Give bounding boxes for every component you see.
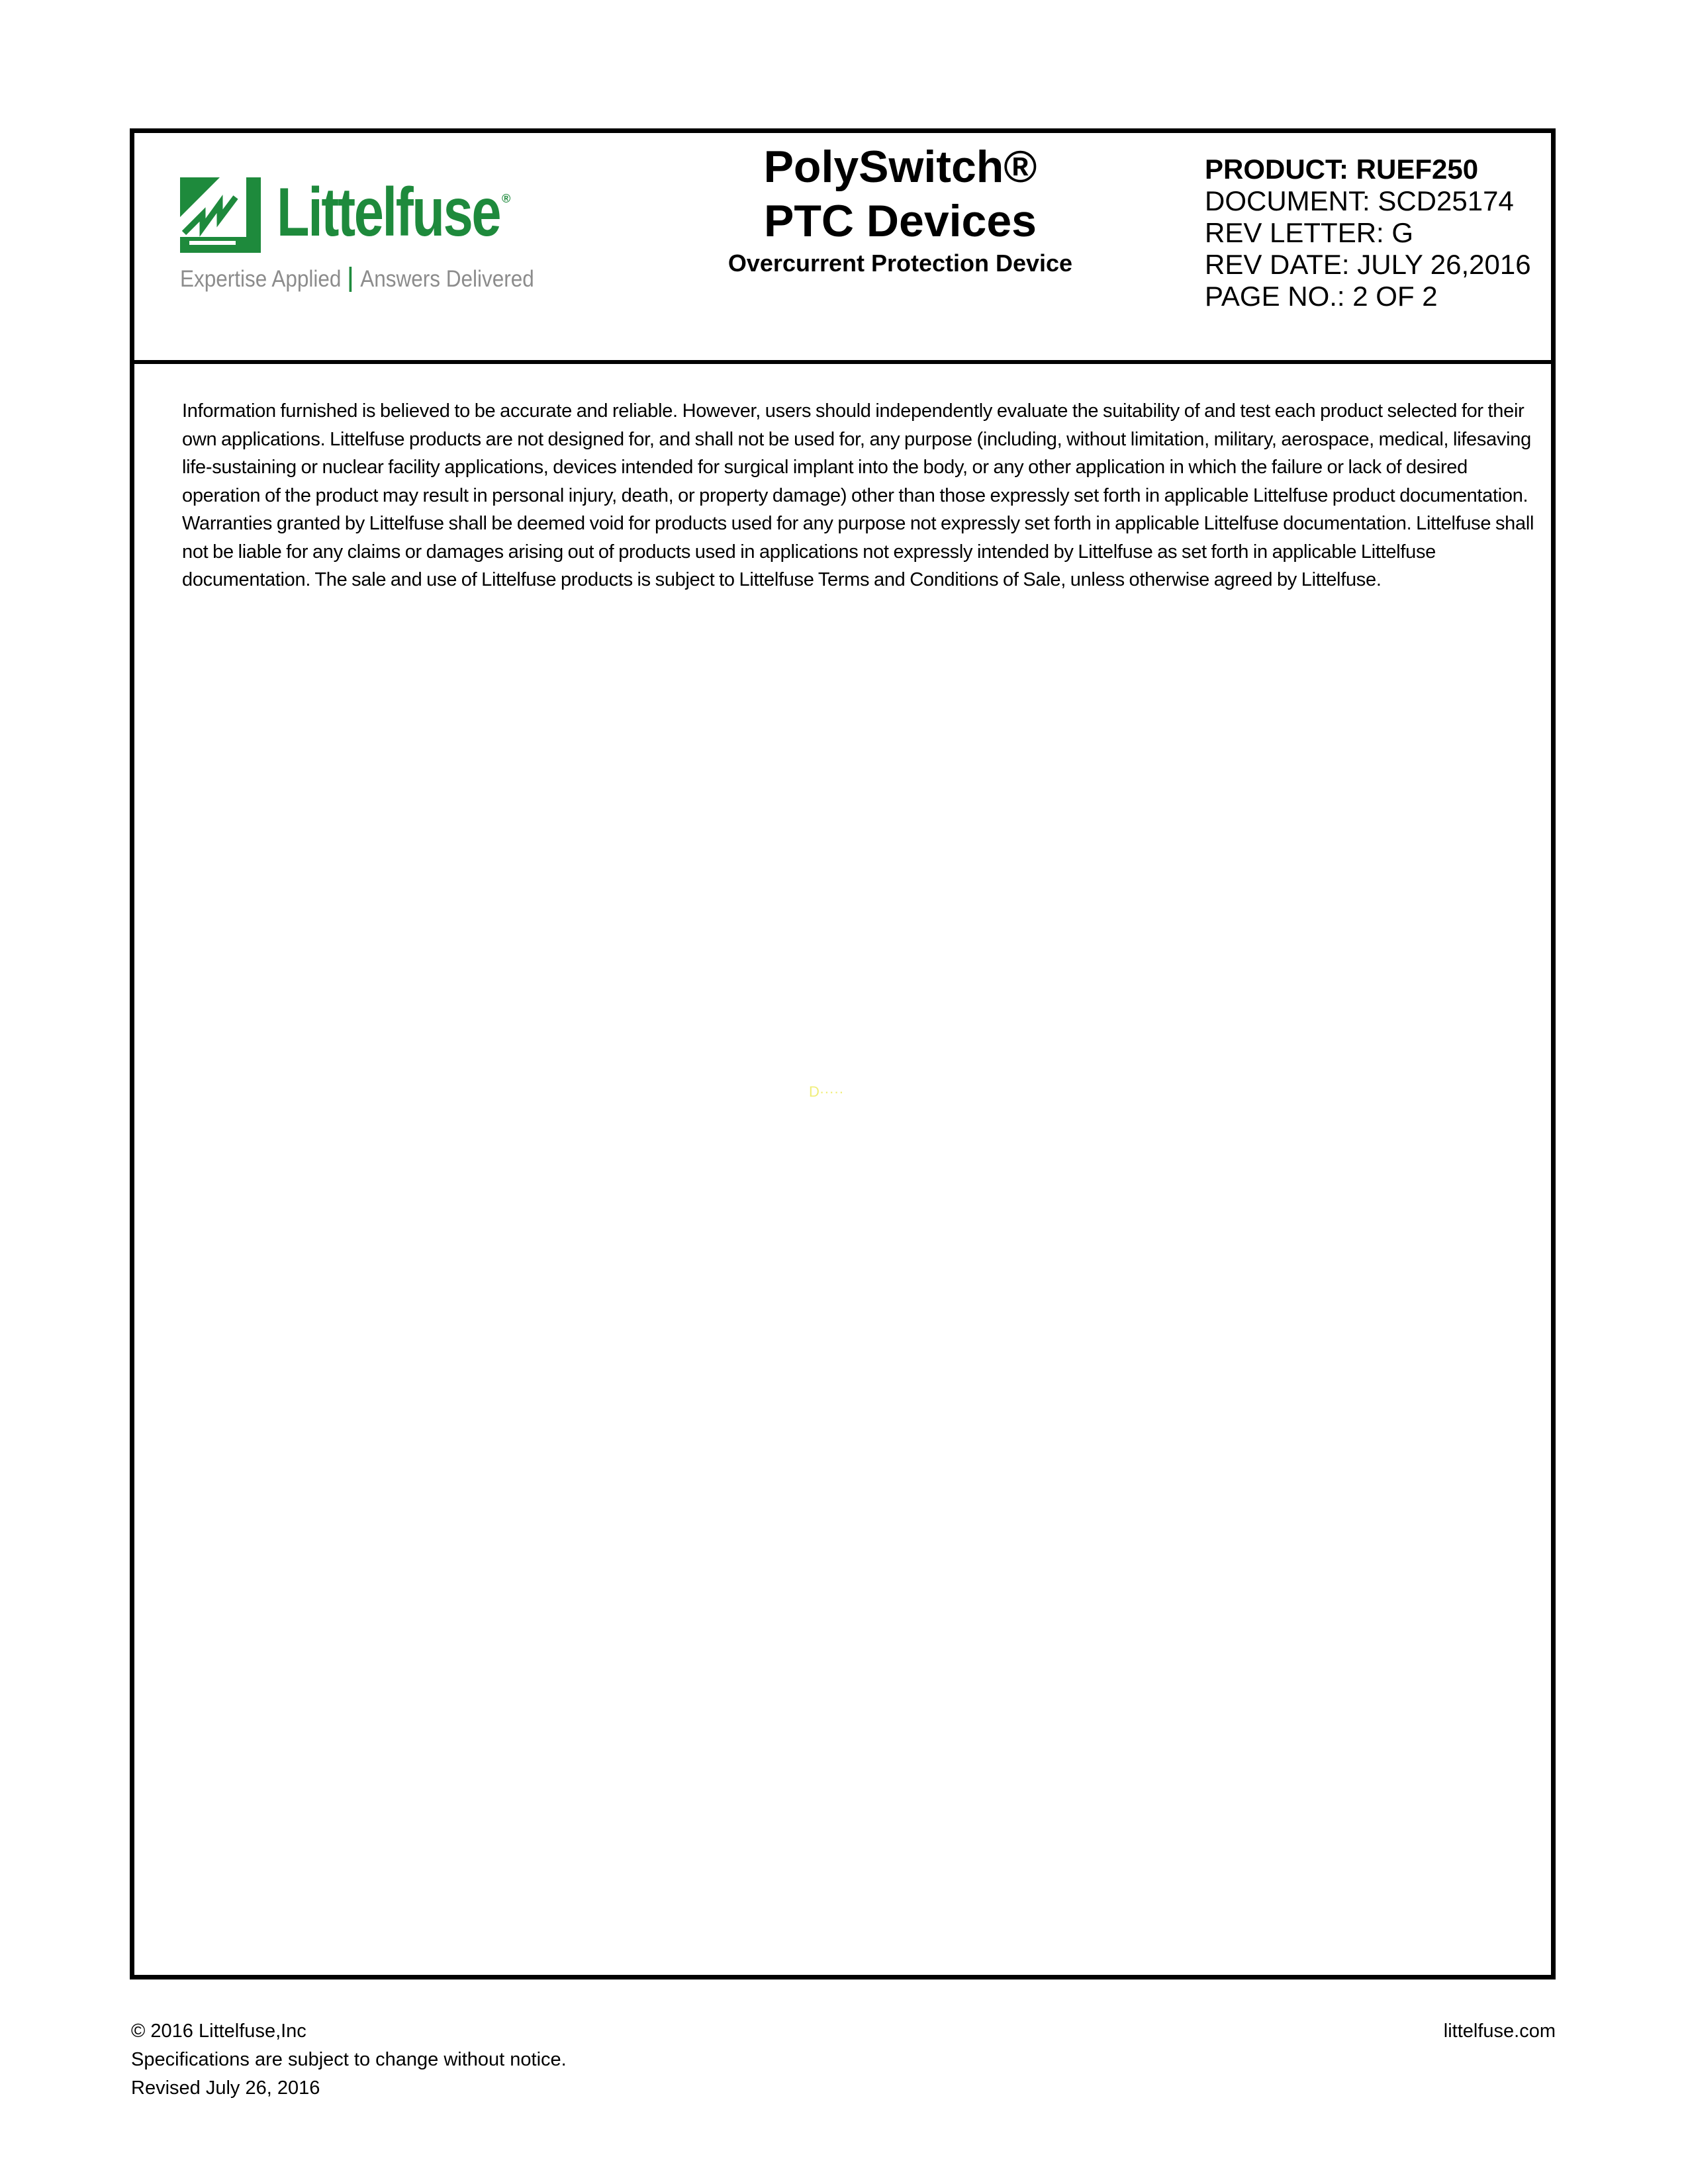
document-subtitle: Overcurrent Protection Device [727,250,1073,277]
revision-date: REV DATE: JULY 26,2016 [1205,249,1531,280]
tagline-separator [350,267,352,292]
website-link[interactable]: littelfuse.com [1443,2021,1556,2042]
revised-date: Revised July 26, 2016 [131,2077,320,2099]
company-logo [180,173,551,299]
tagline-right: Answers Delivered [360,266,534,292]
tagline-left: Expertise Applied [180,266,342,292]
document-meta [1205,154,1531,312]
copyright-text: © 2016 Littelfuse,Inc [131,2021,306,2042]
legal-disclaimer: Information furnished is believed to be accurate and reliable. However, users should independently evaluate the suitability of and test each product selected for their own applications. Littelfuse products are not designed for, and shall not be used for, any purpose (including, without limitation, military, aerospace, medical, lifesaving life-sustaining or nuclear facility applications, devices intended for surgical implant into the body, or any other application in which the failure or lack of desired operation of the product may result in personal injury, death, or property damage) other than those expressly set forth in applicable Littelfuse product documentation. Warranties granted by Littelfuse shall be deemed void for products used for any purpose not expressly set forth in applicable Littelfuse documentation. Littelfuse shall not be liable for any claims or damages arising out of products used in applications not expressly intended by Littelfuse as set forth in applicable Littelfuse documentation. The sale and use of Littelfuse products is subject to Littelfuse Terms and Conditions of Sale, unless otherwise agreed by Littelfuse. [182,400,1534,590]
logo-tagline [180,266,534,293]
change-notice: Specifications are subject to change without notice. [131,2049,567,2070]
watermark: D····· [809,1083,844,1100]
title-line-2: PTC Devices [764,196,1037,246]
page-number: PAGE NO.: 2 OF 2 [1205,281,1438,312]
document-number: DOCUMENT: SCD25174 [1205,185,1514,216]
footer-left [131,2017,567,2103]
littelfuse-logo-icon [180,177,261,253]
header-divider [130,360,1556,364]
document-title-block [669,140,1132,278]
registered-mark: ® [502,192,511,205]
product-code: PRODUCT: RUEF250 [1205,154,1479,185]
logo-wordmark: Littelfuse [277,174,500,251]
title-line-1: PolySwitch® [763,142,1037,192]
revision-letter: REV LETTER: G [1205,217,1414,248]
